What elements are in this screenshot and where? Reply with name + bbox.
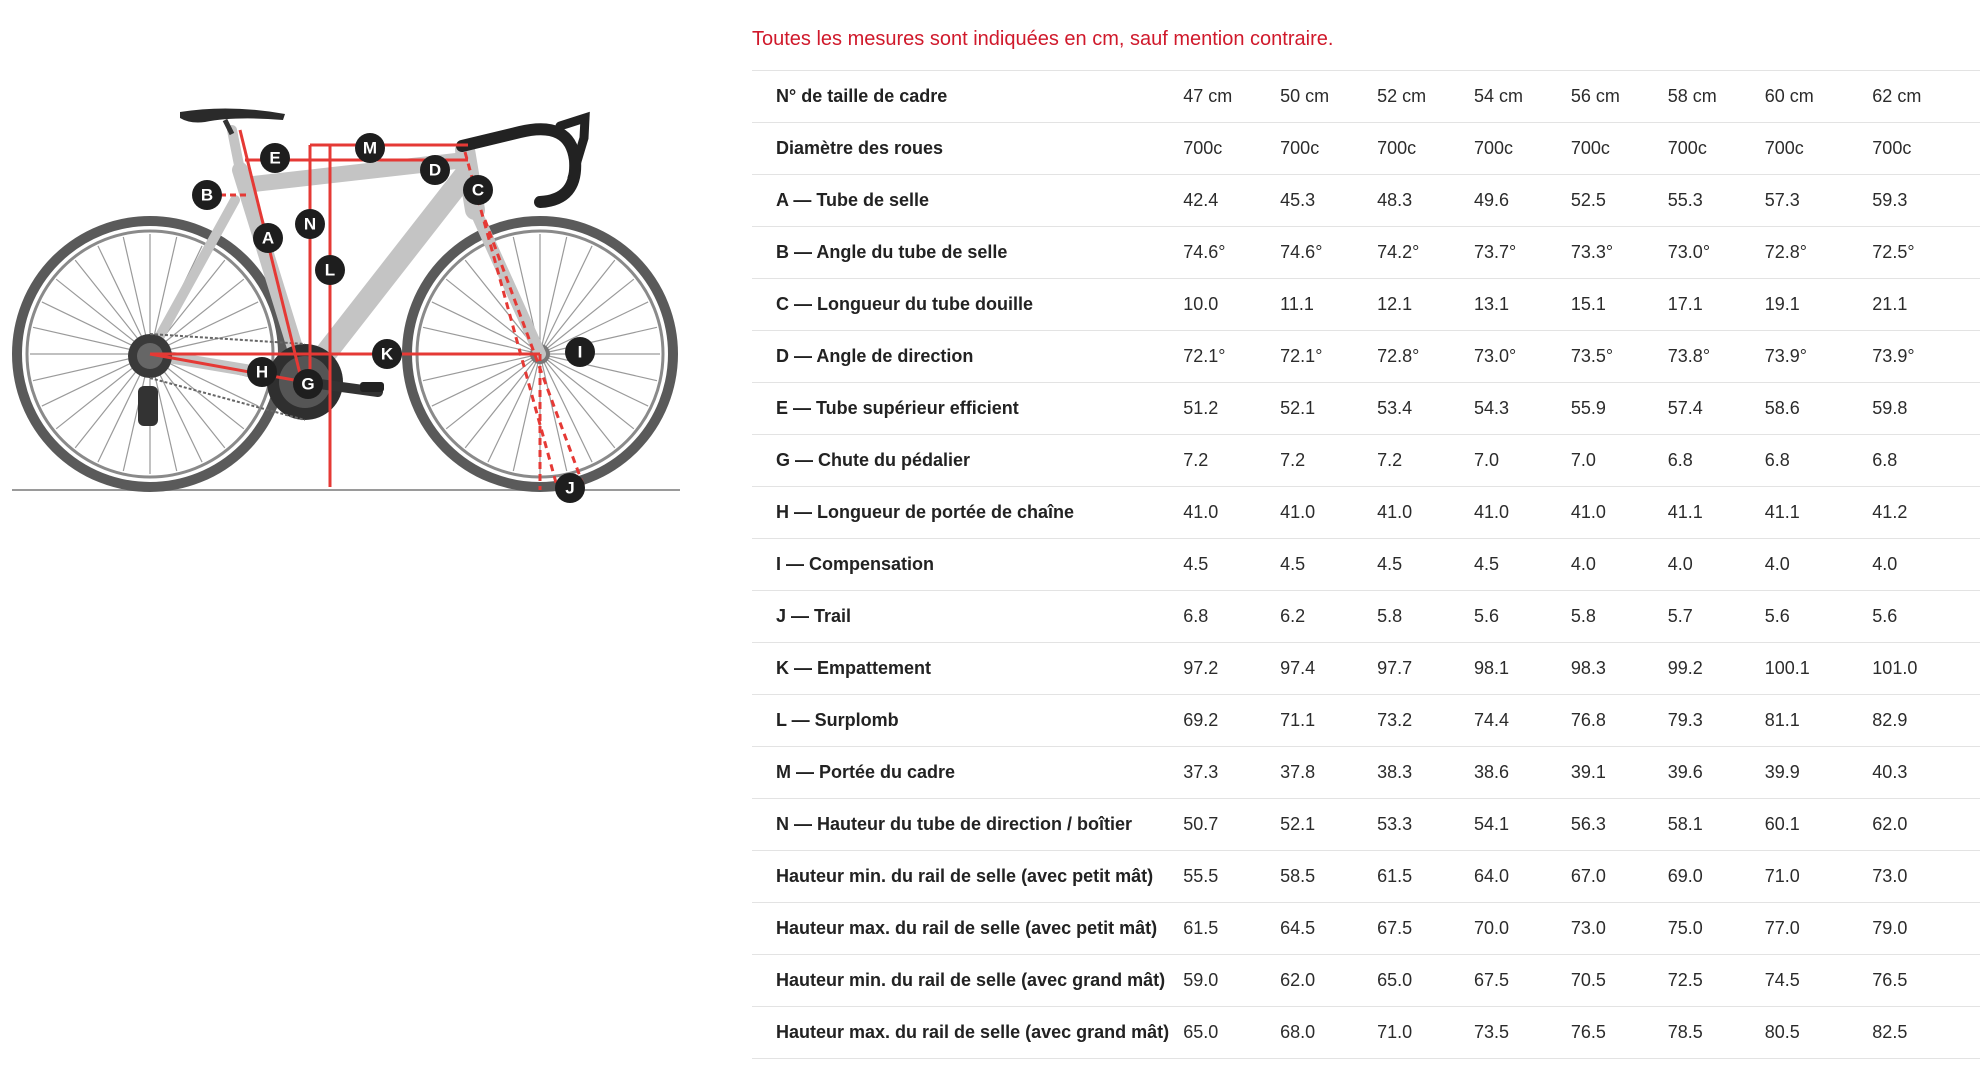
tag-l xyxy=(315,255,345,285)
spoke xyxy=(540,354,592,462)
table-cell: 64.0 xyxy=(1474,851,1571,903)
table-cell: 72.8° xyxy=(1377,331,1474,383)
table-cell: 51.2 xyxy=(1183,383,1280,435)
table-cell: 38.3 xyxy=(1377,747,1474,799)
table-header-row xyxy=(752,71,1980,123)
table-cell: 5.6 xyxy=(1765,591,1873,643)
table-cell: 73.8° xyxy=(1668,331,1765,383)
svg-text:H: H xyxy=(255,362,269,382)
table-cell: 39.1 xyxy=(1571,747,1668,799)
table-cell: 6.8 xyxy=(1183,591,1280,643)
table-cell: 77.0 xyxy=(1765,903,1873,955)
table-cell: 52.1 xyxy=(1280,799,1377,851)
svg-text:J: J xyxy=(565,478,575,498)
table-cell: 73.7° xyxy=(1474,227,1571,279)
table-row xyxy=(752,487,1980,539)
table-cell: 67.5 xyxy=(1377,903,1474,955)
size-header: 50 cm xyxy=(1280,71,1377,123)
table-cell: 7.0 xyxy=(1571,435,1668,487)
table-cell: 41.1 xyxy=(1668,487,1765,539)
table-cell: 98.3 xyxy=(1571,643,1668,695)
table-cell: 73.9° xyxy=(1872,331,1980,383)
table-cell: 37.3 xyxy=(1183,747,1280,799)
table-cell: 45.3 xyxy=(1280,175,1377,227)
table-cell: 73.0° xyxy=(1668,227,1765,279)
svg-text:M: M xyxy=(362,138,378,158)
svg-text:C: C xyxy=(471,180,485,200)
row-label: I — Compensation xyxy=(752,539,1183,591)
table-cell: 55.3 xyxy=(1668,175,1765,227)
row-label: D — Angle de direction xyxy=(752,331,1183,383)
table-cell: 65.0 xyxy=(1377,955,1474,1007)
table-cell: 72.5 xyxy=(1668,955,1765,1007)
svg-text:G: G xyxy=(301,374,315,394)
table-row xyxy=(752,279,1980,331)
table-cell: 54.1 xyxy=(1474,799,1571,851)
svg-text:D: D xyxy=(428,160,442,180)
table-row xyxy=(752,331,1980,383)
table-cell: 10.0 xyxy=(1183,279,1280,331)
table-cell: 58.1 xyxy=(1668,799,1765,851)
table-row xyxy=(752,903,1980,955)
saddle xyxy=(180,108,285,122)
table-cell: 12.1 xyxy=(1377,279,1474,331)
table-cell: 700c xyxy=(1474,123,1571,175)
row-label: J — Trail xyxy=(752,591,1183,643)
bike-geometry-diagram xyxy=(0,90,700,510)
table-cell: 17.1 xyxy=(1668,279,1765,331)
table-cell: 74.4 xyxy=(1474,695,1571,747)
table-row xyxy=(752,851,1980,903)
table-cell: 75.0 xyxy=(1668,903,1765,955)
table-cell: 73.2 xyxy=(1377,695,1474,747)
table-cell: 79.3 xyxy=(1668,695,1765,747)
tag-j xyxy=(555,473,585,503)
table-cell: 73.3° xyxy=(1571,227,1668,279)
table-cell: 71.0 xyxy=(1377,1007,1474,1059)
svg-text:N: N xyxy=(303,214,317,234)
tag-n xyxy=(295,209,325,239)
table-cell: 73.9° xyxy=(1765,331,1873,383)
row-label: L — Surplomb xyxy=(752,695,1183,747)
row-label: Diamètre des roues xyxy=(752,123,1183,175)
table-row xyxy=(752,799,1980,851)
table-cell: 4.5 xyxy=(1183,539,1280,591)
spoke xyxy=(488,354,540,462)
table-cell: 700c xyxy=(1571,123,1668,175)
table-row xyxy=(752,1007,1980,1059)
table-cell: 65.0 xyxy=(1183,1007,1280,1059)
table-cell: 68.0 xyxy=(1280,1007,1377,1059)
table-row xyxy=(752,175,1980,227)
table-cell: 52.1 xyxy=(1280,383,1377,435)
table-cell: 55.9 xyxy=(1571,383,1668,435)
row-label: Hauteur max. du rail de selle (avec grand mât) xyxy=(752,1007,1183,1059)
row-label: E — Tube supérieur efficient xyxy=(752,383,1183,435)
tag-m xyxy=(355,133,385,163)
table-cell: 97.4 xyxy=(1280,643,1377,695)
table-cell: 4.0 xyxy=(1872,539,1980,591)
size-header: 52 cm xyxy=(1377,71,1474,123)
svg-text:A: A xyxy=(261,228,275,248)
table-cell: 7.2 xyxy=(1280,435,1377,487)
table-cell: 72.1° xyxy=(1280,331,1377,383)
table-cell: 55.5 xyxy=(1183,851,1280,903)
size-header: 47 cm xyxy=(1183,71,1280,123)
table-cell: 81.1 xyxy=(1765,695,1873,747)
svg-text:K: K xyxy=(380,344,394,364)
table-cell: 6.2 xyxy=(1280,591,1377,643)
row-label: N — Hauteur du tube de direction / boîtier xyxy=(752,799,1183,851)
table-cell: 71.1 xyxy=(1280,695,1377,747)
svg-text:I: I xyxy=(577,342,583,362)
svg-text:B: B xyxy=(200,185,214,205)
row-label: A — Tube de selle xyxy=(752,175,1183,227)
table-cell: 73.5 xyxy=(1474,1007,1571,1059)
spoke xyxy=(540,302,648,354)
table-cell: 97.7 xyxy=(1377,643,1474,695)
table-cell: 4.5 xyxy=(1377,539,1474,591)
table-cell: 74.6° xyxy=(1183,227,1280,279)
table-cell: 13.1 xyxy=(1474,279,1571,331)
table-cell: 67.5 xyxy=(1474,955,1571,1007)
table-cell: 7.2 xyxy=(1377,435,1474,487)
table-cell: 700c xyxy=(1377,123,1474,175)
table-row xyxy=(752,123,1980,175)
table-cell: 6.8 xyxy=(1872,435,1980,487)
table-cell: 4.5 xyxy=(1474,539,1571,591)
geometry-table xyxy=(752,70,1980,1059)
table-cell: 71.0 xyxy=(1765,851,1873,903)
table-cell: 49.6 xyxy=(1474,175,1571,227)
table-cell: 99.2 xyxy=(1668,643,1765,695)
table-cell: 7.0 xyxy=(1474,435,1571,487)
table-cell: 97.2 xyxy=(1183,643,1280,695)
table-cell: 40.3 xyxy=(1872,747,1980,799)
size-header: 58 cm xyxy=(1668,71,1765,123)
table-cell: 42.4 xyxy=(1183,175,1280,227)
header-label: N° de taille de cadre xyxy=(752,71,1183,123)
table-cell: 69.0 xyxy=(1668,851,1765,903)
tag-d xyxy=(420,155,450,185)
table-cell: 5.7 xyxy=(1668,591,1765,643)
table-cell: 4.0 xyxy=(1765,539,1873,591)
table-cell: 100.1 xyxy=(1765,643,1873,695)
table-cell: 41.0 xyxy=(1183,487,1280,539)
table-cell: 57.3 xyxy=(1765,175,1873,227)
table-cell: 50.7 xyxy=(1183,799,1280,851)
table-cell: 61.5 xyxy=(1183,903,1280,955)
table-cell: 39.9 xyxy=(1765,747,1873,799)
size-header: 56 cm xyxy=(1571,71,1668,123)
row-label: B — Angle du tube de selle xyxy=(752,227,1183,279)
table-cell: 700c xyxy=(1280,123,1377,175)
tag-g xyxy=(293,369,323,399)
table-cell: 58.6 xyxy=(1765,383,1873,435)
table-cell: 4.0 xyxy=(1668,539,1765,591)
row-label: Hauteur min. du rail de selle (avec petit mât) xyxy=(752,851,1183,903)
table-row xyxy=(752,227,1980,279)
table-cell: 82.5 xyxy=(1872,1007,1980,1059)
row-label: Hauteur max. du rail de selle (avec petit mât) xyxy=(752,903,1183,955)
table-cell: 73.0° xyxy=(1474,331,1571,383)
table-cell: 41.0 xyxy=(1571,487,1668,539)
table-row xyxy=(752,435,1980,487)
table-cell: 69.2 xyxy=(1183,695,1280,747)
table-cell: 700c xyxy=(1765,123,1873,175)
table-cell: 62.0 xyxy=(1280,955,1377,1007)
table-cell: 41.2 xyxy=(1872,487,1980,539)
table-cell: 57.4 xyxy=(1668,383,1765,435)
tag-h xyxy=(247,357,277,387)
row-label: Hauteur min. du rail de selle (avec grand mât) xyxy=(752,955,1183,1007)
tag-k xyxy=(372,339,402,369)
table-cell: 67.0 xyxy=(1571,851,1668,903)
table-cell: 5.8 xyxy=(1377,591,1474,643)
table-cell: 82.9 xyxy=(1872,695,1980,747)
table-cell: 73.0 xyxy=(1571,903,1668,955)
tag-b xyxy=(192,180,222,210)
table-cell: 53.3 xyxy=(1377,799,1474,851)
table-cell: 5.6 xyxy=(1872,591,1980,643)
table-cell: 80.5 xyxy=(1765,1007,1873,1059)
table-cell: 59.3 xyxy=(1872,175,1980,227)
table-cell: 61.5 xyxy=(1377,851,1474,903)
table-row xyxy=(752,747,1980,799)
measurement-units-note: Toutes les mesures sont indiquées en cm, sauf mention contraire. xyxy=(752,28,1334,50)
table-cell: 76.5 xyxy=(1571,1007,1668,1059)
table-cell: 73.0 xyxy=(1872,851,1980,903)
table-cell: 15.1 xyxy=(1571,279,1668,331)
table-cell: 4.0 xyxy=(1571,539,1668,591)
table-cell: 7.2 xyxy=(1183,435,1280,487)
table-cell: 5.6 xyxy=(1474,591,1571,643)
table-cell: 98.1 xyxy=(1474,643,1571,695)
table-cell: 59.8 xyxy=(1872,383,1980,435)
size-header: 60 cm xyxy=(1765,71,1873,123)
table-cell: 58.5 xyxy=(1280,851,1377,903)
table-cell: 62.0 xyxy=(1872,799,1980,851)
bike-frame xyxy=(150,130,540,380)
svg-text:E: E xyxy=(269,148,281,168)
table-cell: 11.1 xyxy=(1280,279,1377,331)
table-cell: 72.8° xyxy=(1765,227,1873,279)
table-cell: 60.1 xyxy=(1765,799,1873,851)
table-cell: 6.8 xyxy=(1668,435,1765,487)
table-cell: 41.0 xyxy=(1280,487,1377,539)
table-cell: 74.6° xyxy=(1280,227,1377,279)
table-cell: 79.0 xyxy=(1872,903,1980,955)
row-label: M — Portée du cadre xyxy=(752,747,1183,799)
table-cell: 70.5 xyxy=(1571,955,1668,1007)
table-row xyxy=(752,539,1980,591)
tag-c xyxy=(463,175,493,205)
table-cell: 39.6 xyxy=(1668,747,1765,799)
table-cell: 64.5 xyxy=(1280,903,1377,955)
table-cell: 700c xyxy=(1183,123,1280,175)
row-label: K — Empattement xyxy=(752,643,1183,695)
table-cell: 37.8 xyxy=(1280,747,1377,799)
size-header: 54 cm xyxy=(1474,71,1571,123)
table-cell: 41.0 xyxy=(1377,487,1474,539)
svg-text:L: L xyxy=(324,260,336,280)
table-cell: 48.3 xyxy=(1377,175,1474,227)
row-label: G — Chute du pédalier xyxy=(752,435,1183,487)
table-row xyxy=(752,383,1980,435)
table-cell: 52.5 xyxy=(1571,175,1668,227)
table-cell: 70.0 xyxy=(1474,903,1571,955)
table-cell: 74.2° xyxy=(1377,227,1474,279)
tag-a xyxy=(253,223,283,253)
table-cell: 38.6 xyxy=(1474,747,1571,799)
row-label: C — Longueur du tube douille xyxy=(752,279,1183,331)
table-cell: 700c xyxy=(1872,123,1980,175)
table-cell: 5.8 xyxy=(1571,591,1668,643)
row-label: H — Longueur de portée de chaîne xyxy=(752,487,1183,539)
table-cell: 76.8 xyxy=(1571,695,1668,747)
tag-e xyxy=(260,143,290,173)
table-cell: 19.1 xyxy=(1765,279,1873,331)
table-cell: 41.0 xyxy=(1474,487,1571,539)
spoke xyxy=(540,354,648,406)
table-row xyxy=(752,591,1980,643)
table-cell: 41.1 xyxy=(1765,487,1873,539)
table-cell: 72.5° xyxy=(1872,227,1980,279)
table-cell: 4.5 xyxy=(1280,539,1377,591)
table-cell: 700c xyxy=(1668,123,1765,175)
tag-i xyxy=(565,337,595,367)
table-cell: 78.5 xyxy=(1668,1007,1765,1059)
table-cell: 74.5 xyxy=(1765,955,1873,1007)
table-cell: 53.4 xyxy=(1377,383,1474,435)
table-cell: 72.1° xyxy=(1183,331,1280,383)
table-cell: 6.8 xyxy=(1765,435,1873,487)
table-row xyxy=(752,695,1980,747)
table-row xyxy=(752,955,1980,1007)
table-cell: 54.3 xyxy=(1474,383,1571,435)
table-cell: 59.0 xyxy=(1183,955,1280,1007)
size-header: 62 cm xyxy=(1872,71,1980,123)
table-row xyxy=(752,643,1980,695)
table-cell: 73.5° xyxy=(1571,331,1668,383)
table-cell: 56.3 xyxy=(1571,799,1668,851)
table-cell: 101.0 xyxy=(1872,643,1980,695)
table-cell: 76.5 xyxy=(1872,955,1980,1007)
table-cell: 21.1 xyxy=(1872,279,1980,331)
